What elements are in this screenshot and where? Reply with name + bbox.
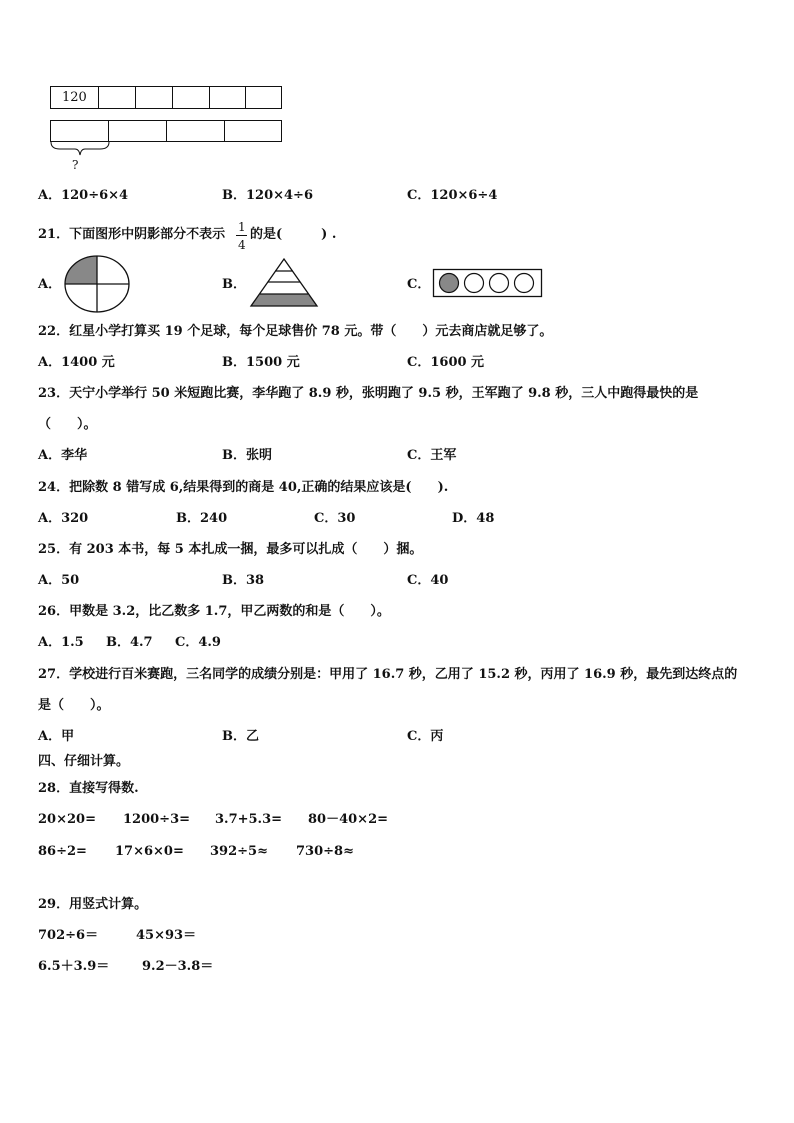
q24-option-c[interactable]: C．30 bbox=[314, 511, 356, 526]
q28-calc-2: 1200÷3= bbox=[123, 812, 191, 827]
q20-option-b[interactable]: B．120×4÷6 bbox=[222, 188, 314, 203]
q24-option-a[interactable]: A．320 bbox=[38, 511, 89, 526]
q23-option-c[interactable]: C．王军 bbox=[407, 448, 457, 463]
top-bar-cell-3 bbox=[135, 86, 173, 109]
q24-option-b[interactable]: B．240 bbox=[176, 511, 228, 526]
q21-stem-after: 的是( ) . bbox=[250, 227, 337, 242]
brace-icon bbox=[50, 142, 110, 158]
q22-stem: 22．红星小学打算买 19 个足球，每个足球售价 78 元。带（ ）元去商店就足够了。 bbox=[38, 324, 553, 339]
q23-stem-line1: 23．天宁小学举行 50 米短跑比赛，李华跑了 8.9 秒，张明跑了 9.5 秒，王军跑了 9.8 秒，三人中跑得最快的是 bbox=[38, 386, 699, 401]
q23-stem-line2: （ ）。 bbox=[38, 417, 97, 432]
q28-calc-5: 86÷2= bbox=[38, 844, 87, 859]
q27-option-b[interactable]: B．乙 bbox=[222, 729, 259, 744]
q21-option-c[interactable]: C． bbox=[407, 277, 431, 292]
top-bar-value: 120 bbox=[62, 90, 87, 105]
q21-option-a[interactable]: A． bbox=[38, 277, 62, 292]
bottom-bar-cell-2 bbox=[108, 120, 167, 142]
q22-option-a[interactable]: A．1400 元 bbox=[38, 355, 115, 370]
q27-stem-line1: 27．学校进行百米赛跑，三名同学的成绩分别是：甲用了 16.7 秒，乙用了 15.2 秒，丙用了 16.9 秒，最先到达终点的 bbox=[38, 667, 738, 682]
bottom-bar-cell-3 bbox=[166, 120, 225, 142]
q24-option-d[interactable]: D．48 bbox=[452, 511, 495, 526]
q26-option-a[interactable]: A．1.5 bbox=[38, 635, 84, 650]
q26-stem: 26．甲数是 3.2，比乙数多 1.7，甲乙两数的和是（ ）。 bbox=[38, 604, 390, 619]
q28-calc-3: 3.7+5.3= bbox=[215, 812, 283, 827]
bottom-bar-cell-4 bbox=[224, 120, 282, 142]
q23-option-b[interactable]: B．张明 bbox=[222, 448, 272, 463]
q27-option-c[interactable]: C．丙 bbox=[407, 729, 444, 744]
q21-fraction-denominator: 4 bbox=[238, 238, 246, 252]
q28-calc-1: 20×20= bbox=[38, 812, 96, 827]
top-bar-cell-6 bbox=[245, 86, 282, 109]
q21-stem-before: 21．下面图形中阴影部分不表示 bbox=[38, 227, 226, 242]
q26-option-b[interactable]: B．4.7 bbox=[106, 635, 153, 650]
bottom-bar-cell-1 bbox=[50, 120, 109, 142]
q29-stem: 29．用竖式计算。 bbox=[38, 897, 148, 912]
q26-option-c[interactable]: C．4.9 bbox=[175, 635, 221, 650]
q28-calc-8: 730÷8≈ bbox=[296, 844, 354, 859]
q28-calc-7: 392÷5≈ bbox=[210, 844, 268, 859]
q27-stem-line2: 是（ ）。 bbox=[38, 698, 110, 713]
q29-calc-2: 45×93＝ bbox=[136, 928, 197, 943]
q28-calc-6: 17×6×0= bbox=[115, 844, 184, 859]
q24-stem: 24．把除数 8 错写成 6,结果得到的商是 40,正确的结果应该是( ). bbox=[38, 480, 449, 495]
top-bar-cell-4 bbox=[172, 86, 210, 109]
q28-stem: 28．直接写得数. bbox=[38, 781, 139, 796]
top-bar-cell-5 bbox=[209, 86, 246, 109]
q21-fraction-line bbox=[236, 235, 247, 236]
circle-figure bbox=[64, 255, 132, 313]
q25-option-c[interactable]: C．40 bbox=[407, 573, 449, 588]
q29-calc-4: 9.2－3.8＝ bbox=[142, 959, 214, 974]
q22-option-c[interactable]: C．1600 元 bbox=[407, 355, 485, 370]
q21-option-b[interactable]: B． bbox=[222, 277, 246, 292]
q25-stem: 25．有 203 本书，每 5 本扎成一捆，最多可以扎成（ ）捆。 bbox=[38, 542, 423, 557]
q20-option-c[interactable]: C．120×6÷4 bbox=[407, 188, 498, 203]
q25-option-b[interactable]: B．38 bbox=[222, 573, 265, 588]
q28-calc-4: 80－40×2= bbox=[308, 812, 389, 827]
question-mark: ? bbox=[72, 158, 79, 172]
triangle-figure bbox=[249, 258, 319, 308]
q23-option-a[interactable]: A．李华 bbox=[38, 448, 88, 463]
q20-option-a[interactable]: A．120÷6×4 bbox=[38, 188, 129, 203]
section-title: 四、仔细计算。 bbox=[38, 754, 130, 769]
q27-option-a[interactable]: A．甲 bbox=[38, 729, 75, 744]
top-bar-cell-2 bbox=[98, 86, 136, 109]
circles-row-figure bbox=[433, 269, 543, 299]
q21-fraction-numerator: 1 bbox=[238, 220, 246, 234]
q29-calc-3: 6.5＋3.9＝ bbox=[38, 959, 110, 974]
q25-option-a[interactable]: A．50 bbox=[38, 573, 80, 588]
q29-calc-1: 702÷6＝ bbox=[38, 928, 99, 943]
q22-option-b[interactable]: B．1500 元 bbox=[222, 355, 300, 370]
